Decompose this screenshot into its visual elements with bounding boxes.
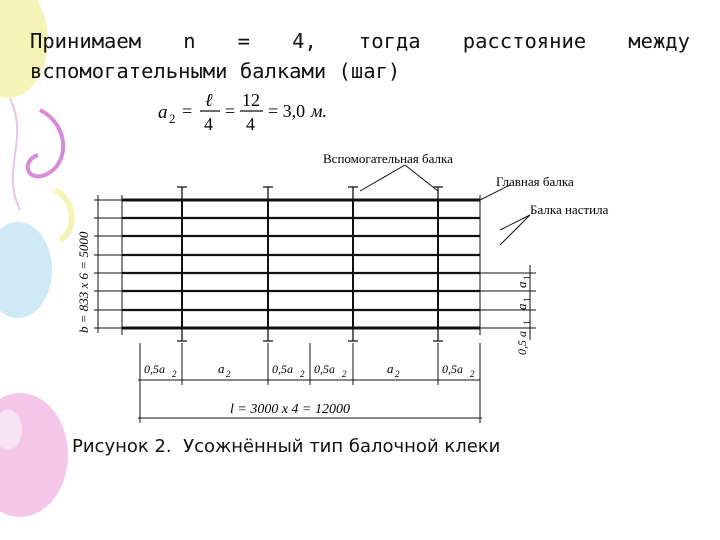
dim-label-05a1-sub: 1	[522, 320, 532, 325]
formula-numerator-2: 12	[242, 90, 260, 110]
dim-label-a2-sub: 2	[395, 369, 400, 379]
balloon-string	[10, 98, 20, 210]
dim-label-a1-sub: 1	[522, 297, 532, 302]
support-mark	[263, 187, 273, 200]
dim-label-a1: a	[514, 281, 529, 288]
intro-line-2: вспомогательными балками (шаг)	[30, 59, 401, 83]
intro-word: =	[237, 29, 250, 53]
intro-word: Принимаем	[30, 29, 142, 53]
support-mark	[348, 328, 358, 341]
leader-line	[500, 215, 530, 245]
figure-caption: Рисунок 2. Усожнённый тип балочной клеки	[72, 436, 501, 457]
callout-secondary-beam: Вспомогательная балка	[323, 151, 453, 166]
dim-label-05a2: 0,5a	[314, 362, 335, 376]
intro-word: n	[183, 29, 196, 53]
leader-line	[360, 165, 405, 191]
dim-label-a2: a	[218, 361, 225, 376]
dim-label-l: l = 3000 x 4 = 12000	[230, 402, 350, 417]
support-mark	[433, 328, 443, 341]
dim-label-05a2: 0,5a	[144, 362, 165, 376]
intro-line-1	[30, 26, 690, 56]
dim-label-05a2-sub: 2	[470, 369, 475, 379]
dim-label-a2: a	[387, 361, 394, 376]
formula-equals: =	[225, 101, 236, 121]
formula-result: = 3,0	[268, 101, 306, 121]
spacing-formula	[150, 86, 350, 138]
dim-label-a2-sub: 2	[226, 369, 231, 379]
formula-denominator-1: 4	[204, 114, 213, 134]
support-mark	[177, 187, 187, 200]
support-mark	[177, 328, 187, 341]
dim-label-05a2-sub: 2	[172, 369, 177, 379]
intro-word: тогда	[358, 29, 421, 53]
formula-lhs: a	[158, 102, 168, 123]
swirl-ornament	[28, 110, 63, 176]
dim-label-b: b = 833 x 6 = 5000	[76, 231, 91, 333]
dim-label-05a2: 0,5a	[442, 362, 463, 376]
leader-line	[500, 215, 530, 230]
dim-label-05a1: 0,5 a	[515, 331, 529, 355]
intro-word: 4,	[292, 29, 317, 53]
formula-unit: м.	[311, 101, 327, 121]
dim-label-a1: a	[514, 303, 529, 310]
formula-lhs-sub: 2	[169, 111, 176, 126]
support-mark	[433, 187, 443, 200]
support-mark	[348, 187, 358, 200]
intro-word: расстояние	[462, 29, 587, 53]
support-mark	[263, 328, 273, 341]
blue-balloon	[0, 222, 52, 318]
intro-text	[30, 26, 690, 86]
dim-label-05a2: 0,5a	[272, 362, 293, 376]
formula-equals: =	[182, 101, 193, 121]
dim-label-05a2-sub: 2	[342, 369, 347, 379]
dim-label-a1-sub: 1	[522, 275, 532, 280]
dim-label-05a2-sub: 2	[300, 369, 305, 379]
callout-deck-beam: Балка настила	[530, 202, 609, 217]
beam-layout-drawing	[60, 145, 660, 430]
formula-denominator-2: 4	[246, 114, 255, 134]
intro-word: между	[628, 29, 690, 53]
formula-numerator-1: ℓ	[205, 90, 213, 110]
callout-main-beam: Главная балка	[496, 174, 574, 189]
